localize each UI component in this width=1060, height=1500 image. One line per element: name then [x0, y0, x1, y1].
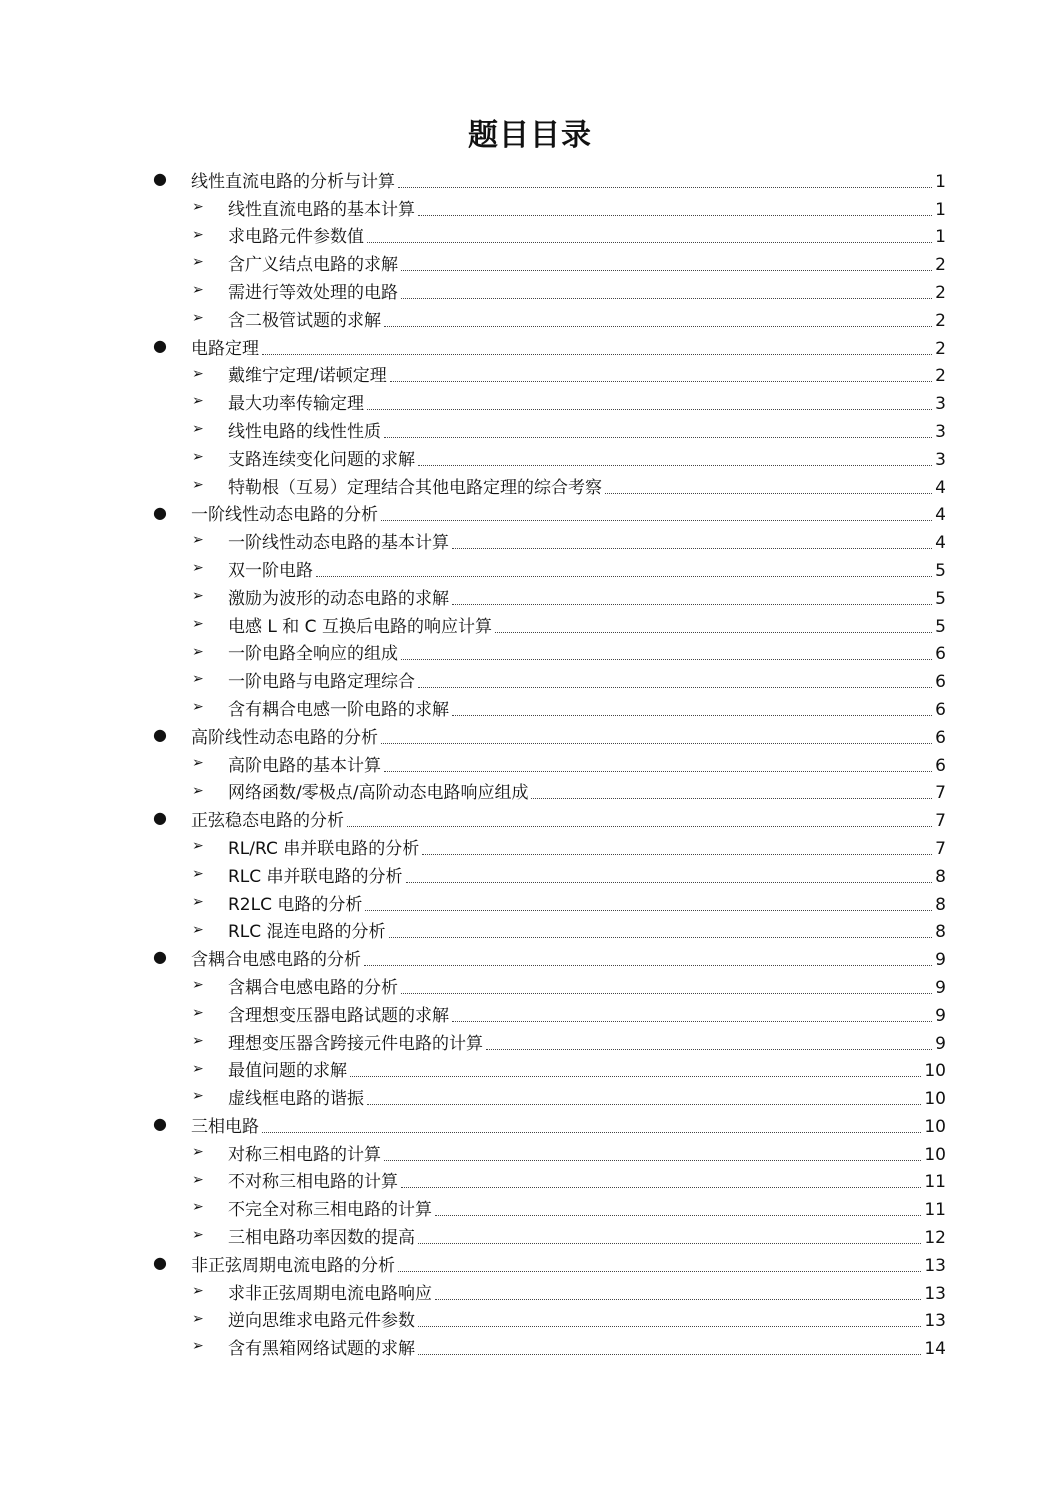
dot-leader: [418, 1353, 921, 1355]
toc-page-number: 7: [935, 811, 946, 832]
toc-entry-label: 含耦合电感电路的分析: [228, 977, 398, 998]
arrowhead-bullet-icon: ➢: [192, 1032, 204, 1049]
toc-section-entry[interactable]: [150, 778, 946, 806]
toc-page-number: 4: [935, 477, 946, 498]
toc-section-entry[interactable]: [150, 1306, 946, 1334]
toc-entry-label: 含二极管试题的求解: [228, 310, 381, 331]
toc-entry-label: 虚线框电路的谐振: [228, 1089, 364, 1110]
arrowhead-bullet-icon: ➢: [192, 782, 204, 799]
toc-page-number: 13: [924, 1255, 946, 1276]
toc-entry-label: RL/RC 串并联电路的分析: [228, 838, 420, 859]
toc-entry-label: 求非正弦周期电流电路响应: [228, 1283, 432, 1304]
toc-page-number: 1: [935, 199, 946, 220]
toc-section-entry[interactable]: [150, 861, 946, 889]
toc-page-number: 10: [924, 1116, 946, 1137]
dot-leader: [367, 408, 932, 410]
toc-entry-label: 对称三相电路的计算: [228, 1144, 381, 1165]
bullet-dot-icon: ●: [153, 808, 167, 828]
toc-entry-label: 需进行等效处理的电路: [228, 282, 398, 303]
toc-section-entry[interactable]: [150, 527, 946, 555]
toc-page-number: 3: [935, 421, 946, 442]
toc-chapter-entry[interactable]: [150, 1250, 946, 1278]
toc-page-number: 13: [924, 1283, 946, 1304]
toc-entry-label: 高阶电路的基本计算: [228, 755, 381, 776]
toc-page-number: 8: [935, 922, 946, 943]
toc-entry-label: RLC 混连电路的分析: [228, 922, 386, 943]
toc-section-entry[interactable]: [150, 222, 946, 250]
toc-section-entry[interactable]: [150, 750, 946, 778]
dot-leader: [422, 853, 932, 855]
dot-leader: [435, 1298, 921, 1300]
bullet-dot-icon: ●: [153, 724, 167, 744]
toc-page-number: 6: [935, 644, 946, 665]
arrowhead-bullet-icon: ➢: [192, 1199, 204, 1216]
dot-leader: [605, 492, 932, 494]
toc-entry-label: 三相电路: [191, 1116, 259, 1137]
toc-page-number: 10: [924, 1144, 946, 1165]
toc-page-number: 6: [935, 672, 946, 693]
toc-entry-label: 一阶线性动态电路的基本计算: [228, 533, 449, 554]
toc-entry-label: 含有耦合电感一阶电路的求解: [228, 699, 449, 720]
toc-section-entry[interactable]: [150, 1278, 946, 1306]
dot-leader: [384, 325, 932, 327]
toc-entry-label: 激励为波形的动态电路的求解: [228, 588, 449, 609]
dot-leader: [486, 1048, 932, 1050]
toc-page-number: 4: [935, 505, 946, 526]
bullet-dot-icon: ●: [153, 502, 167, 522]
toc-entry-label: 线性直流电路的分析与计算: [191, 171, 395, 192]
arrowhead-bullet-icon: ➢: [192, 1310, 204, 1327]
toc-page-number: 8: [935, 866, 946, 887]
arrowhead-bullet-icon: ➢: [192, 865, 204, 882]
toc-section-entry[interactable]: [150, 1222, 946, 1250]
arrowhead-bullet-icon: ➢: [192, 476, 204, 493]
bullet-dot-icon: ●: [153, 335, 167, 355]
dot-leader: [390, 380, 932, 382]
arrowhead-bullet-icon: ➢: [192, 1338, 204, 1355]
dot-leader: [384, 1159, 921, 1161]
dot-leader: [367, 241, 932, 243]
toc-page-number: 10: [924, 1061, 946, 1082]
arrowhead-bullet-icon: ➢: [192, 1088, 204, 1105]
toc-section-entry[interactable]: [150, 416, 946, 444]
toc-entry-label: 最值问题的求解: [228, 1061, 347, 1082]
toc-section-entry[interactable]: [150, 1000, 946, 1028]
dot-leader: [435, 1214, 921, 1216]
toc-entry-label: 理想变压器含跨接元件电路的计算: [228, 1033, 483, 1054]
bullet-dot-icon: ●: [153, 1114, 167, 1134]
arrowhead-bullet-icon: ➢: [192, 1004, 204, 1021]
arrowhead-bullet-icon: ➢: [192, 838, 204, 855]
toc-entry-label: 不对称三相电路的计算: [228, 1172, 398, 1193]
arrowhead-bullet-icon: ➢: [192, 671, 204, 688]
arrowhead-bullet-icon: ➢: [192, 977, 204, 994]
toc-section-entry[interactable]: [150, 639, 946, 667]
toc-section-entry[interactable]: [150, 1333, 946, 1361]
table-of-contents: [150, 166, 946, 1361]
arrowhead-bullet-icon: ➢: [192, 615, 204, 632]
dot-leader: [381, 742, 932, 744]
dot-leader: [384, 770, 932, 772]
toc-section-entry[interactable]: [150, 666, 946, 694]
toc-page-number: 4: [935, 533, 946, 554]
arrowhead-bullet-icon: ➢: [192, 1227, 204, 1244]
dot-leader: [531, 797, 932, 799]
toc-entry-label: 线性直流电路的基本计算: [228, 199, 415, 220]
arrowhead-bullet-icon: ➢: [192, 699, 204, 716]
bullet-dot-icon: ●: [153, 1253, 167, 1273]
arrowhead-bullet-icon: ➢: [192, 421, 204, 438]
dot-leader: [401, 658, 932, 660]
dot-leader: [389, 936, 933, 938]
toc-page-number: 5: [935, 560, 946, 581]
dot-leader: [401, 269, 932, 271]
toc-section-entry[interactable]: [150, 388, 946, 416]
dot-leader: [401, 992, 932, 994]
toc-page-number: 14: [924, 1339, 946, 1360]
toc-section-entry[interactable]: [150, 305, 946, 333]
arrowhead-bullet-icon: ➢: [192, 893, 204, 910]
dot-leader: [418, 1242, 921, 1244]
toc-section-entry[interactable]: [150, 917, 946, 945]
dot-leader: [406, 881, 933, 883]
dot-leader: [365, 909, 932, 911]
dot-leader: [367, 1103, 921, 1105]
toc-section-entry[interactable]: [150, 472, 946, 500]
arrowhead-bullet-icon: ➢: [192, 393, 204, 410]
dot-leader: [364, 964, 932, 966]
toc-section-entry[interactable]: [150, 194, 946, 222]
toc-page-number: 1: [935, 171, 946, 192]
toc-page-number: 5: [935, 616, 946, 637]
toc-page-number: 2: [935, 255, 946, 276]
toc-section-entry[interactable]: [150, 249, 946, 277]
dot-leader: [418, 464, 932, 466]
arrowhead-bullet-icon: ➢: [192, 1143, 204, 1160]
dot-leader: [418, 686, 932, 688]
toc-page-number: 1: [935, 227, 946, 248]
toc-section-entry[interactable]: [150, 555, 946, 583]
arrowhead-bullet-icon: ➢: [192, 1171, 204, 1188]
arrowhead-bullet-icon: ➢: [192, 560, 204, 577]
arrowhead-bullet-icon: ➢: [192, 921, 204, 938]
toc-entry-label: 支路连续变化问题的求解: [228, 449, 415, 470]
toc-entry-label: 特勒根（互易）定理结合其他电路定理的综合考察: [228, 477, 602, 498]
bullet-dot-icon: ●: [153, 169, 167, 188]
dot-leader: [401, 1186, 921, 1188]
toc-entry-label: 含广义结点电路的求解: [228, 255, 398, 276]
toc-section-entry[interactable]: [150, 889, 946, 917]
toc-entry-label: 含有黑箱网络试题的求解: [228, 1339, 415, 1360]
toc-section-entry[interactable]: [150, 1167, 946, 1195]
toc-section-entry[interactable]: [150, 611, 946, 639]
toc-page-number: 11: [924, 1172, 946, 1193]
dot-leader: [418, 1325, 921, 1327]
toc-section-entry[interactable]: [150, 444, 946, 472]
toc-page-number: 6: [935, 755, 946, 776]
arrowhead-bullet-icon: ➢: [192, 198, 204, 215]
arrowhead-bullet-icon: ➢: [192, 282, 204, 299]
toc-entry-label: 电路定理: [191, 338, 259, 359]
toc-chapter-entry[interactable]: [150, 1111, 946, 1139]
toc-page-number: 7: [935, 838, 946, 859]
dot-leader: [262, 353, 932, 355]
toc-section-entry[interactable]: [150, 1056, 946, 1084]
toc-chapter-entry[interactable]: [150, 333, 946, 361]
arrowhead-bullet-icon: ➢: [192, 254, 204, 271]
bullet-dot-icon: ●: [153, 947, 167, 967]
toc-entry-label: 一阶线性动态电路的分析: [191, 505, 378, 526]
toc-section-entry[interactable]: [150, 833, 946, 861]
dot-leader: [495, 631, 932, 633]
toc-entry-label: 非正弦周期电流电路的分析: [191, 1255, 395, 1276]
dot-leader: [262, 1131, 921, 1133]
toc-section-entry[interactable]: [150, 583, 946, 611]
arrowhead-bullet-icon: ➢: [192, 1282, 204, 1299]
toc-chapter-entry[interactable]: [150, 805, 946, 833]
toc-entry-label: 一阶电路全响应的组成: [228, 644, 398, 665]
toc-section-entry[interactable]: [150, 972, 946, 1000]
arrowhead-bullet-icon: ➢: [192, 309, 204, 326]
toc-page-number: 6: [935, 727, 946, 748]
page-title: 题目目录: [468, 118, 592, 153]
dot-leader: [452, 547, 932, 549]
toc-entry-label: 一阶电路与电路定理综合: [228, 672, 415, 693]
toc-entry-label: 正弦稳态电路的分析: [191, 811, 344, 832]
dot-leader: [398, 1270, 921, 1272]
toc-chapter-entry[interactable]: [150, 722, 946, 750]
dot-leader: [418, 214, 932, 216]
toc-page-number: 13: [924, 1311, 946, 1332]
dot-leader: [452, 603, 932, 605]
toc-page-number: 6: [935, 699, 946, 720]
toc-page-number: 11: [924, 1200, 946, 1221]
arrowhead-bullet-icon: ➢: [192, 1060, 204, 1077]
toc-page-number: 12: [924, 1228, 946, 1249]
toc-entry-label: 含理想变压器电路试题的求解: [228, 1005, 449, 1026]
toc-chapter-entry[interactable]: [150, 166, 946, 194]
toc-page-number: 3: [935, 449, 946, 470]
toc-page-number: 9: [935, 1033, 946, 1054]
toc-page-number: 8: [935, 894, 946, 915]
arrowhead-bullet-icon: ➢: [192, 587, 204, 604]
dot-leader: [316, 575, 932, 577]
toc-section-entry[interactable]: [150, 1028, 946, 1056]
dot-leader: [401, 297, 932, 299]
toc-page-number: 5: [935, 588, 946, 609]
toc-entry-label: 不完全对称三相电路的计算: [228, 1200, 432, 1221]
arrowhead-bullet-icon: ➢: [192, 643, 204, 660]
toc-page-number: 2: [935, 282, 946, 303]
toc-section-entry[interactable]: [150, 1139, 946, 1167]
toc-page-number: 2: [935, 366, 946, 387]
dot-leader: [381, 519, 932, 521]
toc-entry-label: 求电路元件参数值: [228, 227, 364, 248]
dot-leader: [398, 186, 932, 188]
toc-page-number: 9: [935, 950, 946, 971]
toc-entry-label: 逆向思维求电路元件参数: [228, 1311, 415, 1332]
arrowhead-bullet-icon: ➢: [192, 365, 204, 382]
toc-entry-label: 戴维宁定理/诺顿定理: [228, 366, 387, 387]
toc-page-number: 10: [924, 1089, 946, 1110]
toc-page-number: 3: [935, 394, 946, 415]
arrowhead-bullet-icon: ➢: [192, 226, 204, 243]
toc-page-number: 2: [935, 338, 946, 359]
toc-section-entry[interactable]: [150, 694, 946, 722]
toc-page-number: 2: [935, 310, 946, 331]
arrowhead-bullet-icon: ➢: [192, 448, 204, 465]
arrowhead-bullet-icon: ➢: [192, 754, 204, 771]
dot-leader: [347, 825, 932, 827]
toc-section-entry[interactable]: [150, 361, 946, 389]
dot-leader: [452, 714, 932, 716]
toc-page-number: 7: [935, 783, 946, 804]
toc-page-number: 9: [935, 1005, 946, 1026]
toc-entry-label: 含耦合电感电路的分析: [191, 950, 361, 971]
toc-entry-label: 线性电路的线性性质: [228, 421, 381, 442]
toc-entry-label: 双一阶电路: [228, 560, 313, 581]
arrowhead-bullet-icon: ➢: [192, 532, 204, 549]
toc-chapter-entry[interactable]: [150, 944, 946, 972]
toc-entry-label: R2LC 电路的分析: [228, 894, 363, 915]
toc-section-entry[interactable]: [150, 1083, 946, 1111]
toc-entry-label: 三相电路功率因数的提高: [228, 1228, 415, 1249]
toc-chapter-entry[interactable]: [150, 500, 946, 528]
toc-section-entry[interactable]: [150, 277, 946, 305]
dot-leader: [384, 436, 932, 438]
toc-page-number: 9: [935, 977, 946, 998]
toc-entry-label: 最大功率传输定理: [228, 394, 364, 415]
toc-entry-label: 电感 L 和 C 互换后电路的响应计算: [228, 616, 492, 637]
toc-entry-label: 网络函数/零极点/高阶动态电路响应组成: [228, 783, 529, 804]
dot-leader: [452, 1020, 932, 1022]
toc-section-entry[interactable]: [150, 1194, 946, 1222]
dot-leader: [350, 1075, 921, 1077]
toc-entry-label: 高阶线性动态电路的分析: [191, 727, 378, 748]
toc-entry-label: RLC 串并联电路的分析: [228, 866, 403, 887]
